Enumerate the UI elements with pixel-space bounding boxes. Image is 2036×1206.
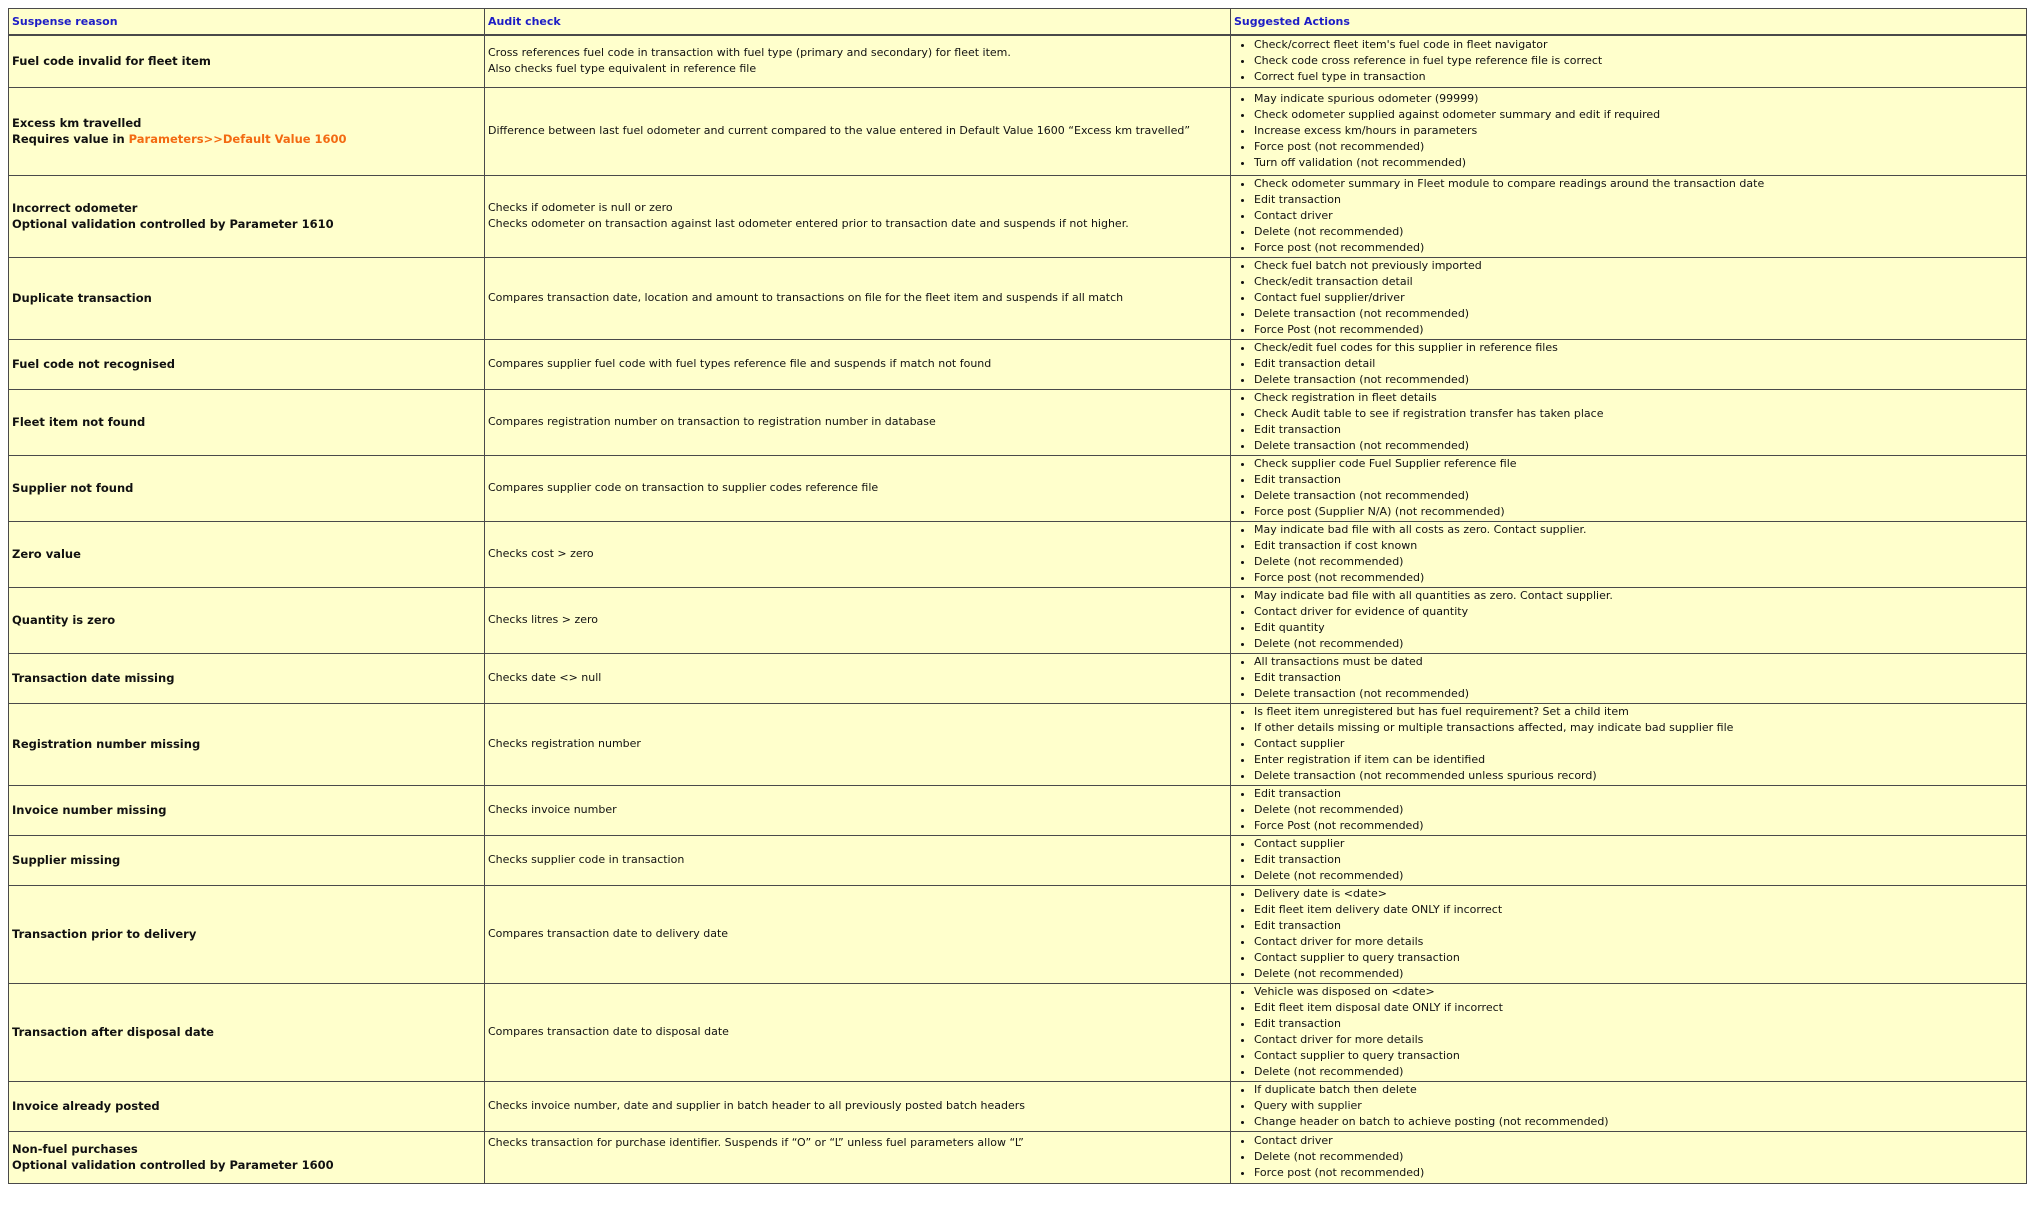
table-row [9, 885, 2027, 983]
suspense-reason-title: Fuel code invalid for fleet item [12, 54, 211, 69]
suggested-actions-cell [1231, 587, 2027, 653]
audit-check-cell [485, 455, 1231, 521]
suggested-action-item: • Edit transaction [1254, 670, 2023, 686]
suspense-reason-title: Non-fuel purchases [12, 1142, 138, 1156]
audit-check-text: Checks invoice number [488, 803, 617, 816]
suspense-reason-cell [9, 587, 485, 653]
suspense-reason-title: Incorrect odometer [12, 201, 138, 215]
audit-check-text: Compares transaction date to disposal date [488, 1025, 729, 1038]
suggested-actions-cell [1231, 983, 2027, 1081]
table-row [9, 1131, 2027, 1183]
suggested-action-item: • Check/correct fleet item's fuel code in fleet navigator [1254, 37, 2023, 53]
suggested-action-item: • Edit quantity [1254, 620, 2023, 636]
suggested-action-item: • Delete (not recommended) [1254, 1064, 2023, 1080]
audit-check-text: Checks odometer on transaction against last odometer entered prior to transaction date and suspends if not higher. [488, 217, 1129, 230]
suspense-reason-cell [9, 521, 485, 587]
suggested-action-item: • Delete transaction (not recommended) [1254, 372, 2023, 388]
suspense-reason-cell [9, 389, 485, 455]
audit-check-cell [485, 87, 1231, 175]
audit-check-cell [485, 339, 1231, 389]
audit-check-cell [485, 785, 1231, 835]
suspense-table-container [8, 8, 2026, 1184]
audit-check-cell [485, 653, 1231, 703]
suspense-reason-cell [9, 1081, 485, 1131]
suggested-actions-list [1234, 836, 2023, 884]
suggested-actions-list [1234, 588, 2023, 652]
audit-check-cell [485, 703, 1231, 785]
audit-check-cell [485, 175, 1231, 257]
suggested-action-item: • Contact driver [1254, 208, 2023, 224]
audit-check-text: Checks litres > zero [488, 613, 599, 626]
suggested-action-item: • Delete (not recommended) [1254, 966, 2023, 982]
suggested-action-item: • Force post (Supplier N/A) (not recommended) [1254, 504, 2023, 520]
suggested-action-item: • Delete (not recommended) [1254, 868, 2023, 884]
suggested-action-item: • Contact fuel supplier/driver [1254, 290, 2023, 306]
audit-check-cell [485, 257, 1231, 339]
audit-check-text: Checks if odometer is null or zero [488, 201, 673, 214]
suggested-action-item: • Edit transaction [1254, 918, 2023, 934]
suggested-action-item: • Force post (not recommended) [1254, 139, 2023, 155]
suggested-action-item: • Edit transaction [1254, 1016, 2023, 1032]
parameters-link[interactable]: Parameters>>Default Value 1600 [128, 132, 347, 146]
suggested-action-item: • Check odometer supplied against odometer summary and edit if required [1254, 107, 2023, 123]
suggested-action-item: • Delete (not recommended) [1254, 224, 2023, 240]
audit-check-text: Also checks fuel type equivalent in reference file [488, 62, 757, 76]
suggested-actions-list [1234, 390, 2023, 454]
suggested-action-item: • Edit fleet item disposal date ONLY if incorrect [1254, 1000, 2023, 1016]
suspense-reason-note: Optional validation controlled by Parameter 1610 [12, 217, 334, 231]
suggested-action-item: • Delete transaction (not recommended) [1254, 488, 2023, 504]
table-row [9, 455, 2027, 521]
audit-check-cell [485, 521, 1231, 587]
suggested-action-item: • Check/edit transaction detail [1254, 274, 2023, 290]
suggested-actions-list [1234, 340, 2023, 388]
audit-check-text: Checks invoice number, date and supplier in batch header to all previously posted batch headers [488, 1099, 1026, 1112]
suggested-actions-cell [1231, 87, 2027, 175]
table-row [9, 389, 2027, 455]
suggested-action-item: • Contact supplier [1254, 736, 2023, 752]
table-row [9, 703, 2027, 785]
audit-check-cell [485, 1081, 1231, 1131]
audit-check-text: Checks cost > zero [488, 547, 594, 560]
suspense-reason-title: Supplier missing [12, 853, 121, 867]
suspense-reason-title: Zero value [12, 547, 81, 561]
suspense-reason-title: Supplier not found [12, 481, 134, 495]
suggested-actions-cell [1231, 653, 2027, 703]
suspense-reason-title: Duplicate transaction [12, 291, 152, 305]
suggested-action-item: • Force Post (not recommended) [1254, 322, 2023, 338]
audit-check-cell [485, 885, 1231, 983]
suggested-action-item: • Contact driver [1254, 1133, 2023, 1149]
suggested-action-item: • If duplicate batch then delete [1254, 1082, 2023, 1098]
audit-check-cell [485, 1131, 1231, 1183]
table-row [9, 1081, 2027, 1131]
suspense-reason-cell [9, 35, 485, 87]
table-row [9, 521, 2027, 587]
suggested-action-item: • Query with supplier [1254, 1098, 2023, 1114]
suggested-action-item: • Contact driver for evidence of quantity [1254, 604, 2023, 620]
suggested-action-item: • All transactions must be dated [1254, 654, 2023, 670]
suspense-reason-title: Transaction prior to delivery [12, 927, 197, 941]
suggested-action-item: • Force post (not recommended) [1254, 1165, 2023, 1181]
audit-check-cell [485, 835, 1231, 885]
audit-check-text: Checks registration number [488, 737, 641, 750]
suggested-actions-list [1234, 258, 2023, 338]
requirement-prefix: Requires value in [12, 132, 129, 146]
suggested-actions-cell [1231, 1081, 2027, 1131]
suggested-actions-cell [1231, 455, 2027, 521]
suggested-action-item: • Edit transaction detail [1254, 356, 2023, 372]
table-row [9, 257, 2027, 339]
suggested-action-item: • Delete (not recommended) [1254, 802, 2023, 818]
suggested-actions-cell [1231, 175, 2027, 257]
suspense-reason-title: Transaction date missing [12, 671, 175, 685]
suggested-action-item: • If other details missing or multiple transactions affected, may indicate bad supplier file [1254, 720, 2023, 736]
suggested-action-item: • Check supplier code Fuel Supplier reference file [1254, 456, 2023, 472]
suggested-action-item: • Contact supplier to query transaction [1254, 950, 2023, 966]
suggested-action-item: • Check odometer summary in Fleet module to compare readings around the transaction date [1254, 176, 2023, 192]
audit-check-text: Checks date <> null [488, 671, 602, 684]
suspense-reason-title: Excess km travelled [12, 116, 142, 130]
suggested-actions-list [1234, 654, 2023, 702]
suggested-actions-list [1234, 886, 2023, 982]
suggested-actions-cell [1231, 521, 2027, 587]
suspense-reason-title: Invoice already posted [12, 1099, 160, 1113]
suggested-action-item: • Change header on batch to achieve posting (not recommended) [1254, 1114, 2023, 1130]
suggested-actions-cell [1231, 885, 2027, 983]
suggested-actions-list [1234, 1082, 2023, 1130]
header-row [9, 9, 2027, 36]
suggested-actions-cell [1231, 389, 2027, 455]
audit-check-text: Checks supplier code in transaction [488, 853, 685, 866]
suspense-reason-cell [9, 835, 485, 885]
suggested-actions-list [1234, 704, 2023, 784]
suggested-actions-cell [1231, 35, 2027, 87]
suspense-reason-cell [9, 653, 485, 703]
suggested-actions-cell [1231, 339, 2027, 389]
suggested-actions-list [1234, 176, 2023, 256]
suspense-reason-title: Transaction after disposal date [12, 1025, 214, 1039]
header-suggested-actions: Suggested Actions [1231, 9, 2027, 36]
suspense-reason-title: Invoice number missing [12, 803, 167, 817]
table-row [9, 35, 2027, 87]
suggested-action-item: • Contact supplier [1254, 836, 2023, 852]
suggested-action-item: • Edit fleet item delivery date ONLY if incorrect [1254, 902, 2023, 918]
suggested-action-item: • Edit transaction [1254, 472, 2023, 488]
suspense-reason-cell [9, 885, 485, 983]
audit-check-text: Compares supplier fuel code with fuel types reference file and suspends if match not found [488, 357, 992, 370]
suspense-reason-cell [9, 87, 485, 175]
suspense-reason-cell [9, 455, 485, 521]
suggested-action-item: • Increase excess km/hours in parameters [1254, 123, 2023, 139]
suggested-action-item: • Correct fuel type in transaction [1254, 69, 2023, 85]
suggested-action-item: • May indicate bad file with all costs as zero. Contact supplier. [1254, 522, 2023, 538]
audit-check-cell [485, 587, 1231, 653]
suggested-actions-list [1234, 37, 2023, 85]
suspense-reason-requirement [12, 131, 481, 147]
suspense-reason-note: Optional validation controlled by Parameter 1600 [12, 1158, 334, 1172]
suggested-actions-cell [1231, 835, 2027, 885]
suggested-action-item: • Delivery date is <date> [1254, 886, 2023, 902]
header-audit-check: Audit check [485, 9, 1231, 36]
table-row [9, 587, 2027, 653]
suggested-action-item: • Force Post (not recommended) [1254, 818, 2023, 834]
suggested-action-item: • Check registration in fleet details [1254, 390, 2023, 406]
table-row [9, 87, 2027, 175]
suggested-action-item: • Edit transaction [1254, 192, 2023, 208]
audit-check-cell [485, 983, 1231, 1081]
suspense-reason-cell [9, 703, 485, 785]
audit-check-text: Compares transaction date, location and amount to transactions on file for the fleet item and suspends if all match [488, 291, 1124, 304]
suggested-action-item: • Force post (not recommended) [1254, 570, 2023, 586]
suggested-action-item: • Check Audit table to see if registration transfer has taken place [1254, 406, 2023, 422]
suggested-action-item: • Delete (not recommended) [1254, 554, 2023, 570]
audit-check-cell [485, 35, 1231, 87]
suggested-action-item: • Edit transaction if cost known [1254, 538, 2023, 554]
suggested-action-item: • Delete (not recommended) [1254, 636, 2023, 652]
suggested-action-item: • Contact driver for more details [1254, 1032, 2023, 1048]
header-suspense-reason: Suspense reason [9, 9, 485, 36]
table-row [9, 983, 2027, 1081]
suggested-action-item: • Delete transaction (not recommended) [1254, 686, 2023, 702]
suggested-action-item: • Force post (not recommended) [1254, 240, 2023, 256]
suggested-actions-cell [1231, 703, 2027, 785]
table-row [9, 339, 2027, 389]
suspense-reason-title: Fuel code not recognised [12, 357, 175, 371]
suspense-reason-title: Quantity is zero [12, 613, 116, 627]
suggested-actions-list [1234, 786, 2023, 834]
suspense-reason-cell [9, 339, 485, 389]
suspense-reason-cell [9, 1131, 485, 1183]
suggested-action-item: • Vehicle was disposed on <date> [1254, 984, 2023, 1000]
audit-check-text: Checks transaction for purchase identifier. Suspends if “O” or “L” unless fuel parameters allow “L” [488, 1135, 1024, 1149]
suggested-action-item: • May indicate spurious odometer (99999) [1254, 91, 2023, 107]
suggested-action-item: • Delete transaction (not recommended) [1254, 438, 2023, 454]
audit-check-text: Cross references fuel code in transaction with fuel type (primary and secondary) for fleet item. [488, 46, 1011, 60]
audit-check-text: Difference between last fuel odometer and current compared to the value entered in Default Value 1600 “Excess km travelled” [488, 124, 1191, 137]
suggested-action-item: • May indicate bad file with all quantities as zero. Contact supplier. [1254, 588, 2023, 604]
suggested-actions-list [1234, 91, 2023, 171]
suggested-actions-list [1234, 1133, 2023, 1181]
suggested-action-item: • Edit transaction [1254, 422, 2023, 438]
suggested-actions-list [1234, 522, 2023, 586]
suspense-reason-cell [9, 785, 485, 835]
audit-check-text: Compares transaction date to delivery date [488, 927, 729, 940]
suggested-action-item: • Edit transaction [1254, 852, 2023, 868]
suggested-action-item: • Check code cross reference in fuel type reference file is correct [1254, 53, 2023, 69]
suggested-action-item: • Check fuel batch not previously imported [1254, 258, 2023, 274]
audit-check-cell [485, 389, 1231, 455]
suspense-reason-cell [9, 257, 485, 339]
suspense-reason-cell [9, 175, 485, 257]
table-body [9, 35, 2027, 1183]
suggested-action-item: • Enter registration if item can be identified [1254, 752, 2023, 768]
suggested-action-item: • Delete (not recommended) [1254, 1149, 2023, 1165]
suggested-action-item: • Is fleet item unregistered but has fuel requirement? Set a child item [1254, 704, 2023, 720]
suggested-action-item: • Turn off validation (not recommended) [1254, 155, 2023, 171]
suggested-actions-list [1234, 456, 2023, 520]
audit-check-text: Compares registration number on transaction to registration number in database [488, 415, 936, 428]
suggested-actions-list [1234, 984, 2023, 1080]
table-row [9, 175, 2027, 257]
suggested-action-item: • Check/edit fuel codes for this supplier in reference files [1254, 340, 2023, 356]
suggested-action-item: • Contact supplier to query transaction [1254, 1048, 2023, 1064]
table-row [9, 785, 2027, 835]
suspense-reason-cell [9, 983, 485, 1081]
audit-check-text: Compares supplier code on transaction to supplier codes reference file [488, 481, 879, 494]
suggested-action-item: • Delete transaction (not recommended unless spurious record) [1254, 768, 2023, 784]
suggested-actions-cell [1231, 785, 2027, 835]
table-row [9, 835, 2027, 885]
suspense-reasons-table [8, 8, 2027, 1184]
suspense-reason-title: Fleet item not found [12, 415, 146, 429]
suggested-actions-cell [1231, 257, 2027, 339]
suspense-reason-title: Registration number missing [12, 737, 201, 751]
suggested-action-item: • Contact driver for more details [1254, 934, 2023, 950]
suggested-action-item: • Delete transaction (not recommended) [1254, 306, 2023, 322]
suggested-actions-cell [1231, 1131, 2027, 1183]
suggested-action-item: • Edit transaction [1254, 786, 2023, 802]
table-row [9, 653, 2027, 703]
